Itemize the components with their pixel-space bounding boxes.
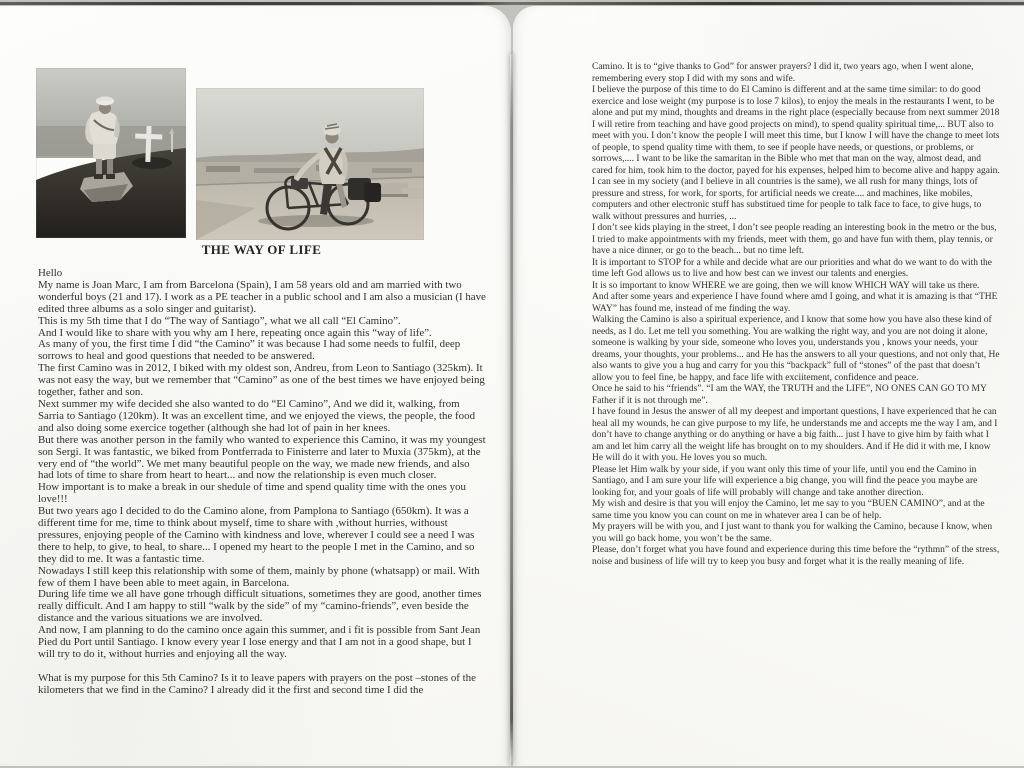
paragraph: As many of you, the first time I did “the Camino” it was because I had some needs to fulfil, deep sorrows to heal and good questions that needed to be answered. xyxy=(38,338,461,363)
paragraph: My wish and desire is that you will enjoy the Camino, let me say to you “BUEN CAMINO”, and at the same time you know you can count on me in whatever area I can be of help. xyxy=(592,499,985,521)
paragraph: Please, don’t forget what you have found and experience during this time before the “rythmn” of the stress, noise and business of life will try to keep you busy and forget what it is the really meaning of life. xyxy=(592,545,1000,567)
paragraph: This is my 5th time that I do “The way of Santiago”, what we all call “El Camino”. xyxy=(38,314,401,327)
paragraph: During life time we all have gone trhough difficult situations, sometimes they are good, another times really difficult. And I am happy to still “walk by the side” of my “camino-friends”, even beside the distance and the various situations we are involved. xyxy=(38,588,482,625)
page-right xyxy=(513,6,1024,766)
paragraph: Nowadays I still keep this relationship with some of them, mainly by phone (whatsapp) or mail. With few of them I have been able to meet again, in Barcelona. xyxy=(38,564,480,589)
scan-top-edge xyxy=(0,2,1024,5)
paragraph: It is important to STOP for a while and decide what are our priorities and what do we want to do with the time left God allows us to live and how best can we invest our talents and energies. xyxy=(592,257,992,279)
page-fold-seam xyxy=(510,54,513,762)
right-text-column xyxy=(592,62,1000,568)
hilltop-cross-photo xyxy=(36,68,186,238)
paragraph: And I would like to share with you why am I here, repeating once again this “way of life”. xyxy=(38,326,432,339)
paragraph: What is my purpose for this 5th Camino? Is it to leave papers with prayers on the post –stones of the kilometers that we find in the Camino? I already did it the first and second time I did the xyxy=(38,671,476,696)
paragraph: I have found in Jesus the answer of all my deepest and important questions, I have experienced that he can heal all my wounds, he can give purpose to my life, he understands me and accepts me the way I am, and I don’t have to change anything or do anything or have a big faith... just I have to give him by faith what I am and let him carry all the weight life has brought on to my shoulders. And if He did it with me, I know He will do it with you. He loves you so much. xyxy=(592,407,998,463)
page-title: THE WAY OF LIFE xyxy=(201,242,322,257)
hilltop-cross-photo-art xyxy=(36,68,186,238)
paragraph: Once he said to his “friends”. “I am the WAY, the TRUTH and the LIFE”, NO ONES CAN GO TO MY Father if it is not through me”. xyxy=(592,384,987,406)
paragraph: I believe the purpose of this time to do El Camino is different and at the same time similar: to do good exercice and lose weight (my purpose is to lose 7 kilos), to enjoy the meals in the restaurants I went, to be alone and put my mind, thoughts and dreams in the right place (especially because from next summer 2018 I will retire from teaching and have good projects on mind), to spend quality spiritual time,... BUT also to meet with you. I don’t know the people I will meet this time, but I know I will have the change to meet lots of people, to spend quality time with them, to see if people have needs, or questions, or problems, or sorrows,.... I want to be like the samaritan in the Bible who met that man on the way, almost dead, and cared for him, took him to the doctor, payed for his expenses, helped him to become alive and happy again. xyxy=(592,85,1000,176)
cyclist-photo-art xyxy=(196,88,424,240)
paragraph: And after some years and experience I have found where amd I going, and what it is amazing is that “THE WAY” has found me, instead of me finding the way. xyxy=(592,292,998,314)
paragraph: The first Camino was in 2012, I biked with my oldest son, Andreu, from Leon to Santiago (325km). It was not easy the way, but we remember that “Camino” as one of the best times we have enjoyed being together, father and son. xyxy=(38,362,485,399)
paragraph: But two years ago I decided to do the Camino alone, from Pamplona to Santiago (650km). It was a different time for me, time to think about myself, time to share with ,without hurries, withoust pressures, enjoying people of the Camino with kindness and love, wherever I could see a need I was there to help, to give, to heal, to share... I opened my heart to the people I met in the Camino, and so they did to me. It was a fantastic time. xyxy=(38,505,475,565)
paragraph: Next summer my wife decided she also wanted to do “El Camino”, And we did it, walking, from Sarria to Santiago (120km). It was an excellent time, and we enjoyed the views, the people, the food and also doing some exercice together (although she had lot of pain in her knees. xyxy=(38,397,476,434)
paragraph: It is so important to know WHERE we are going, then we will know WHICH WAY will take us there. xyxy=(592,280,980,291)
left-text-column xyxy=(38,268,488,697)
paragraph: My prayers will be with you, and I just want to thank you for walking the Camino, because I know, when you will go back home, you won’t be the same. xyxy=(592,522,993,544)
paragraph: Walking the Camino is also a spiritual experience, and I know that some how you have also these kind of needs, as I do. Let me tell you something. You are walking the right way, and you are not doing it alone, someone is walking by your side, someone who loves you, understands you , knows your needs, your dreams, your thoughts, your problems... and He has the answers to all your questions, and not only that, He also wants to give you a hug and carry for you this “backpack” full of “stones” of the past that doesn’t allow you to feel fine, be happy, and face life with exciitement, confidence and peace. xyxy=(592,315,1000,383)
cyclist-photo xyxy=(196,88,424,240)
paragraph: But there was another person in the family who wanted to experience this Camino, it was my youngest son Sergi. It was fantastic, we biked from Pontferrada to Finisterre and later to Muxia (375km), at the very end of “the world”. We met many beautiful people on the way, we made new friends, and also had lots of time to share from heart to heart... and now the relationship is even much closer. xyxy=(38,433,486,482)
paragraph: How important is to make a break in our shedule of time and spend quality time with the ones you love!!! xyxy=(38,481,466,506)
paragraph: I can see in my society (and I believe in all countries is the same), we all rush for many things, lots of pressure and stress, for work, for sports, for artificial needs we create.... and machines, like mobiles, computers and other electronic stuff has substitued time for people to talk face to face, to give hugs, to walk without pressures and hurries, ... xyxy=(592,177,982,222)
page-left xyxy=(0,6,511,766)
paragraph: Hello xyxy=(38,267,63,279)
paragraph: Camino. It is to “give thanks to God” for answer prayers? I did it, two years ago, when I went alone, remembering every stop I did with my sons and wife. xyxy=(592,62,974,84)
paragraph: I don’t see kids playing in the street, I don’t see people reading an interesting book in the metro or the bus, I tried to make appointments with my friends, meet with them, go and have fun with them, play tennis, or have a nice dinner, or go to the beach... but no time left. xyxy=(592,223,997,256)
paragraph: My name is Joan Marc, I am from Barcelona (Spain), I am 58 years old and am married with two wonderful boys (21 and 17). I work as a PE teacher in a public school and I am also a musician (I have edited three albums as a solo singer and guitarist). xyxy=(38,278,486,315)
paragraph: Please let Him walk by your side, if you want only this time of your life, until you end the Camino in Santiago, and I am sure your life will experience a big change, you will find the peace you maybe are looking for, and your goals of life will probably will change and take another direction. xyxy=(592,464,978,498)
paragraph: And now, I am planning to do the camino once again this summer, and i fit is possible from Sant Jean Pied du Port until Santiago. I know every year I lose energy and that I am not in a good shape, but I will try to do it, without hurries and enjoying all the way. xyxy=(38,624,481,660)
